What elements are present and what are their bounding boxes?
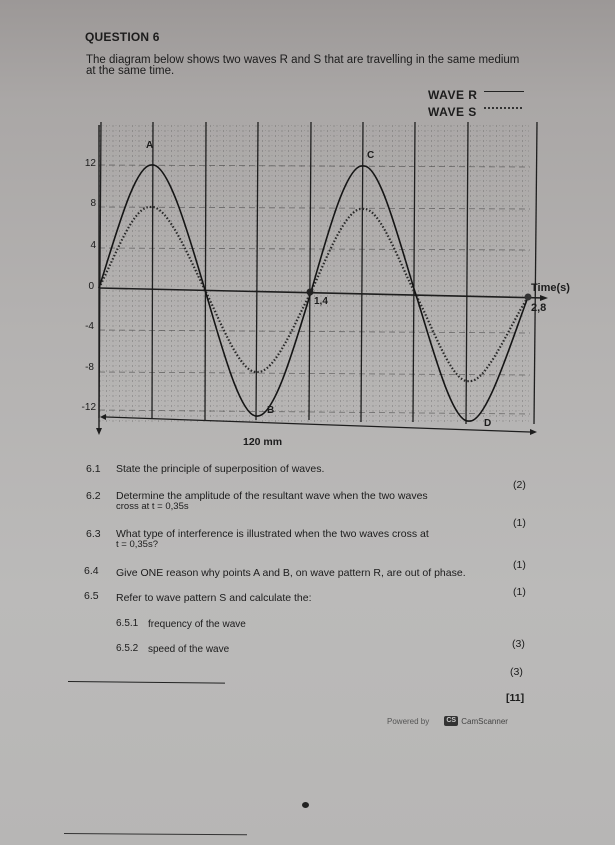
x-axis-label: Time(s) bbox=[531, 282, 570, 294]
legend-wave-r-line bbox=[484, 91, 524, 92]
question-intro bbox=[86, 55, 556, 77]
grid bbox=[99, 122, 537, 424]
q6-3-mark: (1) bbox=[513, 559, 526, 571]
q6-5-2-number: 6.5.2 bbox=[116, 643, 139, 654]
point-d-label: D bbox=[484, 418, 492, 429]
divider-line bbox=[68, 681, 225, 684]
q6-2-text-line2: cross at t = 0,35s bbox=[116, 501, 189, 512]
powered-by-text: Powered by bbox=[387, 716, 430, 726]
cross-point-1-4 bbox=[307, 289, 314, 296]
y-tick-12: 12 bbox=[84, 158, 96, 169]
q6-2-mark: (1) bbox=[513, 517, 526, 529]
q6-5-number: 6.5 bbox=[84, 590, 99, 602]
q6-5-text: Refer to wave pattern S and calculate the: bbox=[116, 592, 312, 604]
time-marker-1-4: 1,4 bbox=[314, 296, 328, 307]
bottom-line bbox=[64, 833, 247, 835]
legend-wave-s-line bbox=[484, 107, 522, 109]
legend-wave-r-label: WAVE R bbox=[428, 88, 478, 102]
ink-smudge bbox=[302, 802, 309, 808]
question-title: QUESTION 6 bbox=[85, 30, 160, 44]
q6-1-mark: (2) bbox=[513, 479, 526, 491]
time-marker-2-8: 2,8 bbox=[531, 302, 547, 314]
q6-5-1-text: frequency of the wave bbox=[148, 619, 246, 630]
q6-5-2-mark: (3) bbox=[510, 666, 523, 678]
camscanner-watermark bbox=[387, 716, 508, 726]
intro-line-2: at the same time. bbox=[86, 65, 175, 77]
camscanner-logo-icon: CS bbox=[444, 716, 458, 726]
y-tick-0: 0 bbox=[88, 281, 94, 292]
point-c-label: C bbox=[367, 150, 375, 161]
q6-1-number: 6.1 bbox=[86, 463, 101, 475]
y-tick-4: 4 bbox=[90, 240, 96, 251]
intro-line-1: The diagram below shows two waves R and S that are travelling in the same medium bbox=[86, 54, 520, 66]
q6-3-text-line2: t = 0,35s? bbox=[116, 539, 158, 550]
q6-1-text: State the principle of superposition of waves. bbox=[116, 463, 325, 475]
q6-2-text: Determine the amplitude of the resultant wave when the two waves bbox=[116, 490, 428, 502]
cross-point-2-8 bbox=[525, 294, 532, 301]
q6-4-text: Give ONE reason why points A and B, on wave pattern R, are out of phase. bbox=[116, 567, 466, 579]
q6-3-text: What type of interference is illustrated when the two waves cross at bbox=[116, 528, 429, 540]
width-label: 120 mm bbox=[243, 436, 283, 448]
q6-5-1-number: 6.5.1 bbox=[116, 618, 139, 629]
y-tick-neg12: -12 bbox=[81, 402, 96, 413]
legend-wave-s-label: WAVE S bbox=[428, 105, 477, 119]
q6-2-number: 6.2 bbox=[86, 490, 101, 502]
y-tick-8: 8 bbox=[90, 198, 96, 209]
wave-graph bbox=[60, 110, 580, 450]
y-tick-neg4: -4 bbox=[85, 321, 94, 332]
q6-4-number: 6.4 bbox=[84, 565, 99, 577]
q6-5-1-mark: (3) bbox=[512, 638, 525, 650]
y-tick-neg8: -8 bbox=[85, 362, 94, 373]
camscanner-brand-text: CamScanner bbox=[461, 716, 508, 726]
q6-4-mark: (1) bbox=[513, 586, 526, 598]
q6-3-number: 6.3 bbox=[86, 528, 101, 540]
q6-5-2-text: speed of the wave bbox=[148, 644, 230, 655]
point-a-label: A bbox=[146, 140, 154, 151]
total-marks: [11] bbox=[506, 692, 525, 704]
point-b-label: B bbox=[267, 405, 275, 416]
